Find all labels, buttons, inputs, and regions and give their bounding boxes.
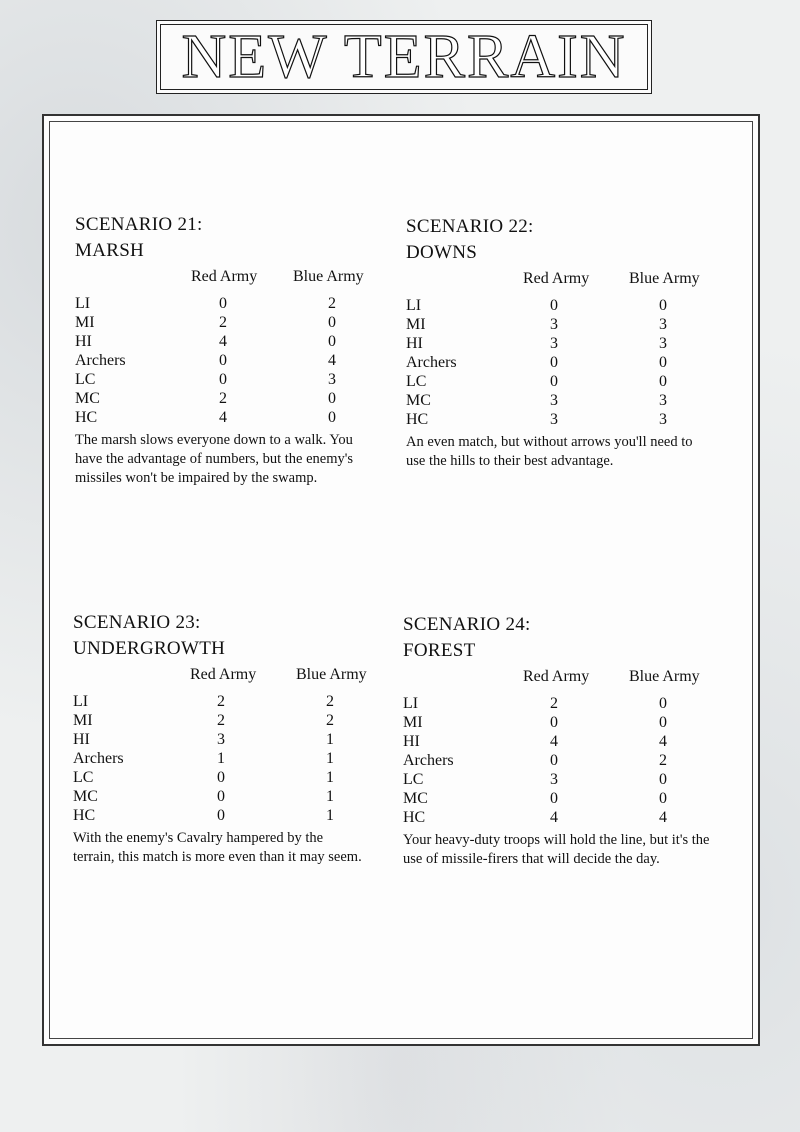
unit-table: [73, 692, 393, 825]
blue-value: 0: [328, 409, 336, 426]
unit-label: MI: [406, 316, 426, 333]
unit-label: HC: [406, 411, 429, 428]
blue-value: 3: [659, 316, 667, 333]
army-header: [75, 268, 395, 292]
content-frame: [42, 114, 760, 1046]
unit-label: HI: [73, 731, 90, 748]
blue-value: 4: [659, 809, 667, 826]
table-row: [75, 408, 395, 427]
unit-label: LI: [406, 297, 422, 314]
unit-label: MC: [73, 788, 98, 805]
red-value: 2: [219, 390, 227, 407]
title-banner-inner: [160, 24, 648, 90]
red-value: 2: [217, 712, 225, 729]
blue-value: 1: [326, 807, 334, 824]
blue-value: 0: [659, 373, 667, 390]
red-value: 0: [550, 297, 558, 314]
scenario-number: SCENARIO 21:: [75, 214, 203, 235]
scenario-card: [403, 612, 723, 869]
blue-value: 3: [328, 371, 336, 388]
scenario-name: MARSH: [75, 240, 145, 261]
red-army-header: Red Army: [523, 270, 590, 287]
table-row: [73, 806, 393, 825]
blue-value: 0: [659, 771, 667, 788]
unit-label: Archers: [403, 752, 454, 769]
table-row: [406, 353, 726, 372]
unit-label: LC: [75, 371, 96, 388]
red-value: 0: [550, 714, 558, 731]
unit-label: Archers: [75, 352, 126, 369]
unit-label: LI: [403, 695, 419, 712]
unit-label: MC: [403, 790, 428, 807]
army-header: [73, 666, 393, 690]
unit-label: LI: [73, 693, 89, 710]
red-value: 1: [217, 750, 225, 767]
table-row: [73, 787, 393, 806]
scenario-card: [406, 214, 726, 471]
scenario-card: [75, 212, 395, 488]
red-value: 0: [219, 295, 227, 312]
scenario-number: SCENARIO 24:: [403, 614, 531, 635]
table-row: [73, 749, 393, 768]
unit-label: LI: [75, 295, 91, 312]
scenario-number: SCENARIO 22:: [406, 216, 534, 237]
blue-value: 0: [659, 354, 667, 371]
blue-value: 1: [326, 750, 334, 767]
blue-value: 3: [659, 335, 667, 352]
blue-value: 0: [659, 695, 667, 712]
table-row: [75, 313, 395, 332]
red-army-header: Red Army: [523, 668, 590, 685]
unit-label: LC: [403, 771, 424, 788]
blue-value: 0: [328, 390, 336, 407]
red-value: 4: [550, 733, 558, 750]
army-header: [403, 668, 723, 692]
page-title: NEW TERRAIN: [181, 23, 627, 91]
red-value: 2: [550, 695, 558, 712]
unit-label: HC: [73, 807, 96, 824]
scenario-name: FOREST: [403, 640, 476, 661]
blue-value: 2: [659, 752, 667, 769]
unit-label: MC: [406, 392, 431, 409]
red-army-header: Red Army: [191, 268, 258, 285]
scenario-name: UNDERGROWTH: [73, 638, 226, 659]
table-row: [403, 751, 723, 770]
table-row: [406, 315, 726, 334]
red-value: 4: [219, 409, 227, 426]
unit-table: [75, 294, 395, 427]
blue-value: 1: [326, 731, 334, 748]
red-army-header: Red Army: [190, 666, 257, 683]
unit-label: HC: [403, 809, 426, 826]
red-value: 4: [219, 333, 227, 350]
blue-army-header: Blue Army: [629, 668, 700, 685]
red-value: 0: [550, 752, 558, 769]
table-row: [73, 692, 393, 711]
unit-label: Archers: [73, 750, 124, 767]
table-row: [406, 391, 726, 410]
unit-table: [403, 694, 723, 827]
unit-label: MI: [403, 714, 423, 731]
blue-value: 1: [326, 788, 334, 805]
blue-army-header: Blue Army: [629, 270, 700, 287]
blue-value: 2: [328, 295, 336, 312]
red-value: 0: [217, 807, 225, 824]
red-value: 3: [217, 731, 225, 748]
blue-value: 2: [326, 693, 334, 710]
table-row: [403, 770, 723, 789]
unit-label: LC: [406, 373, 427, 390]
table-row: [406, 372, 726, 391]
blue-army-header: Blue Army: [293, 268, 364, 285]
scenario-number: SCENARIO 23:: [73, 612, 201, 633]
blue-value: 1: [326, 769, 334, 786]
blue-value: 0: [659, 297, 667, 314]
table-row: [73, 768, 393, 787]
table-row: [75, 294, 395, 313]
red-value: 3: [550, 771, 558, 788]
red-value: 2: [219, 314, 227, 331]
blue-value: 2: [326, 712, 334, 729]
unit-label: HI: [403, 733, 420, 750]
table-row: [403, 732, 723, 751]
blue-value: 0: [328, 314, 336, 331]
blue-value: 0: [328, 333, 336, 350]
table-row: [403, 808, 723, 827]
unit-label: HC: [75, 409, 98, 426]
red-value: 3: [550, 392, 558, 409]
table-row: [406, 334, 726, 353]
unit-label: Archers: [406, 354, 457, 371]
red-value: 0: [550, 790, 558, 807]
table-row: [403, 789, 723, 808]
blue-value: 4: [328, 352, 336, 369]
scenario-description: The marsh slows everyone down to a walk. You have the advantage of numbers, but the enemy's missiles won't be impaired by the swamp.: [75, 432, 354, 486]
title-banner: [156, 20, 652, 94]
scenario-description: An even match, but without arrows you'll need to use the hills to their best advantage.: [406, 434, 693, 469]
army-header: [406, 270, 726, 294]
blue-value: 3: [659, 392, 667, 409]
table-row: [406, 296, 726, 315]
unit-table: [406, 296, 726, 429]
blue-value: 4: [659, 733, 667, 750]
table-row: [403, 694, 723, 713]
scenario-description: Your heavy-duty troops will hold the line, but it's the use of missile-firers that will decide the day.: [403, 832, 710, 867]
red-value: 4: [550, 809, 558, 826]
red-value: 0: [219, 352, 227, 369]
table-row: [75, 332, 395, 351]
unit-label: HI: [75, 333, 92, 350]
unit-label: MC: [75, 390, 100, 407]
unit-label: MI: [75, 314, 95, 331]
table-row: [75, 351, 395, 370]
red-value: 3: [550, 316, 558, 333]
table-row: [73, 711, 393, 730]
red-value: 0: [217, 769, 225, 786]
red-value: 3: [550, 411, 558, 428]
scenario-card: [73, 610, 393, 867]
red-value: 0: [219, 371, 227, 388]
table-row: [406, 410, 726, 429]
table-row: [75, 389, 395, 408]
unit-label: HI: [406, 335, 423, 352]
unit-label: LC: [73, 769, 94, 786]
red-value: 3: [550, 335, 558, 352]
red-value: 0: [550, 373, 558, 390]
table-row: [75, 370, 395, 389]
unit-label: MI: [73, 712, 93, 729]
scenario-description: With the enemy's Cavalry hampered by the terrain, this match is more even than it may seem.: [73, 830, 362, 865]
table-row: [403, 713, 723, 732]
blue-value: 0: [659, 714, 667, 731]
blue-army-header: Blue Army: [296, 666, 367, 683]
red-value: 2: [217, 693, 225, 710]
scenario-name: DOWNS: [406, 242, 478, 263]
blue-value: 0: [659, 790, 667, 807]
blue-value: 3: [659, 411, 667, 428]
red-value: 0: [217, 788, 225, 805]
table-row: [73, 730, 393, 749]
red-value: 0: [550, 354, 558, 371]
